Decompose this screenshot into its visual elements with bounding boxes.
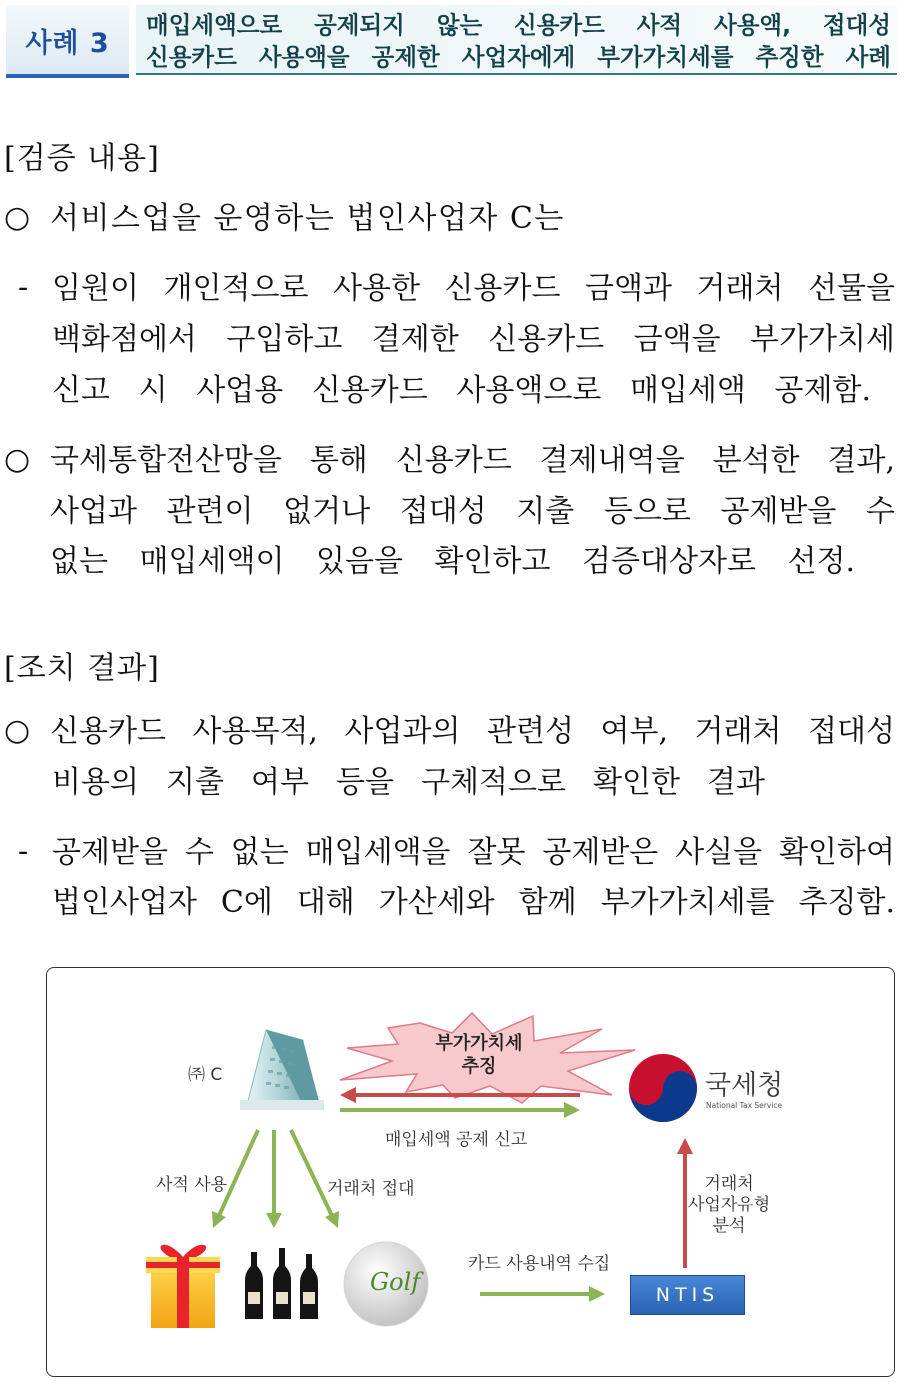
paragraph-line: 사업과 관련이 없거나 접대성 지출 등으로 공제받을 수 [50,494,895,529]
client-entertain-label: 거래처 접대 [327,1179,415,1199]
nts-korean-name: 국세청 [705,1070,784,1101]
golf-text: Golf [370,1268,421,1296]
card-collect-label: 카드 사용내역 수집 [468,1254,611,1274]
private-use-label: 사적 사용 [156,1175,228,1195]
nts-taegeuk-logo-icon [629,1054,697,1122]
burst-label-line2: 추징 [461,1056,497,1077]
office-building-icon [240,1030,324,1110]
nts-english-name: National Tax Service [706,1101,783,1110]
paragraph-line: 비용의 지출 여부 등을 구체적으로 확인한 결과 [52,765,765,800]
section-heading-result: [조치 결과] [4,651,160,686]
paragraph-line: 서비스업을 운영하는 법인사업자 C는 [50,201,565,236]
paragraph-line: 백화점에서 구입하고 결제한 신용카드 금액을 부가가치세 [52,322,895,357]
circle-bullet: ○ [4,713,31,748]
analysis-label-line3: 분석 [712,1216,746,1236]
case-title-line2: 신용카드 사용액을 공제한 사업자에게 부가가치세를 추징한 사례 [146,43,891,71]
ntis-box [630,1275,745,1315]
paragraph-line: 공제받을 수 없는 매입세액을 잘못 공제받은 사실을 확인하여 [52,835,895,870]
company-label: ㈜ C [188,1065,223,1085]
case-badge-label: 사례 3 [25,27,110,59]
section-heading-verification: [검증 내용] [4,141,160,176]
analysis-label [688,1174,770,1237]
burst-label-line1: 부가가치세 [435,1033,523,1054]
paragraph-line: 없는 매입세액이 있음을 확인하고 검증대상자로 선정. [50,544,855,579]
circle-bullet: ○ [4,200,31,235]
golf-ball-icon [344,1242,428,1326]
analysis-label-line1: 거래처 [704,1174,754,1194]
paragraph-line: 신용카드 사용목적, 사업과의 관련성 여부, 거래처 접대성 [50,714,895,749]
report-label: 매입세액 공제 신고 [385,1130,528,1150]
gift-box-icon [146,1245,220,1328]
green-arrows-down [218,1130,333,1218]
analysis-label-line2: 사업자유형 [688,1195,771,1215]
dash-bullet: - [18,834,29,869]
ntis-label: NTIS [655,1284,720,1306]
case-title-line1: 매입세액으로 공제되지 않는 신용카드 사적 사용액, 접대성 [146,11,891,39]
burst-label [426,1032,532,1078]
circle-bullet: ○ [4,442,31,477]
dash-bullet: - [18,270,29,305]
paragraph-line: 신고 시 사업용 신용카드 사용액으로 매입세액 공제함. [52,373,871,408]
paragraph-line: 임원이 개인적으로 사용한 신용카드 금액과 거래처 선물을 [52,271,895,306]
wine-bottles-icon [245,1248,318,1319]
paragraph-line: 법인사업자 C에 대해 가산세와 함께 부가가치세를 추징함. [52,885,895,920]
paragraph-line: 국세통합전산망을 통해 신용카드 결제내역을 분석한 결과, [50,443,895,478]
